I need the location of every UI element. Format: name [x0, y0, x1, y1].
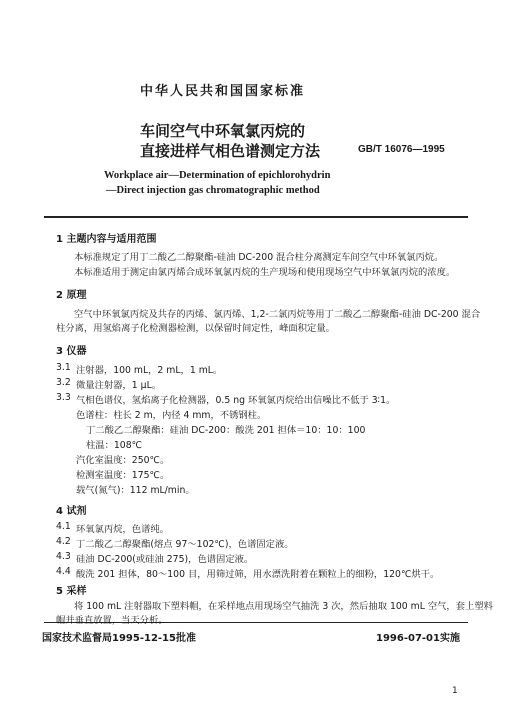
clause-3-3-carrier-gas: 载气(氮气)：112 mL/min。: [76, 485, 195, 496]
clause-3-3-detector-temp: 检测室温度：175℃。: [76, 470, 170, 481]
clause-4-3-text: 硅油 DC-200(或硅油 275)，色谱固定液。: [76, 554, 254, 565]
section-5-title: 5 采样: [56, 586, 87, 597]
clause-4-2-text: 丁二酸乙二醇聚酯(熔点 97～102℃)，色谱固定液。: [76, 539, 294, 550]
clause-3-3-vaporizer-temp: 汽化室温度：250℃。: [76, 455, 170, 466]
section-5-paragraph-line2: 帽并垂直放置，当天分析。: [56, 615, 168, 626]
clause-3-3-column-temp: 柱温：108℃: [86, 440, 143, 451]
page-number: 1: [452, 686, 458, 696]
standard-title: 中华人民共和国国家标准: [140, 84, 306, 99]
section-3-title: 3 仪器: [56, 346, 87, 357]
section-2-title: 2 原理: [56, 290, 87, 301]
english-title-line1: Workplace air—Determination of epichlorohydrin: [104, 170, 331, 181]
clause-3-2-label: 3.2: [56, 377, 71, 388]
clause-4-1-text: 环氧氯丙烷，色谱纯。: [76, 524, 169, 535]
clause-3-1-text: 注射器，100 mL，2 mL，1 mL。: [76, 365, 223, 376]
document-title-line2: 直接进样气相色谱测定方法: [140, 142, 321, 160]
section-1-paragraph-1: 本标准规定了用丁二酸乙二醇聚酯-硅油 DC-200 混合柱分离测定车间空气中环氧氯丙烷。: [74, 252, 444, 263]
clause-3-2-text: 微量注射器，1 μL。: [76, 380, 162, 391]
section-5-paragraph-line1: 将 100 mL 注射器取下塑料帽，在采样地点用现场空气抽洗 3 次，然后抽取 100 mL 空气，套上塑料: [74, 601, 493, 612]
clause-4-1-label: 4.1: [56, 521, 71, 532]
section-1-title: 1 主题内容与适用范围: [56, 234, 157, 245]
clause-3-1-label: 3.1: [56, 362, 71, 373]
clause-3-3-stationary-phase: 丁二酸乙二醇聚酯：硅油 DC-200：酸洗 201 担体＝10：10：100: [86, 425, 366, 436]
section-4-title: 4 试剂: [56, 506, 87, 517]
approval-date: 国家技术监督局1995-12-15批准: [42, 633, 196, 644]
clause-4-3-label: 4.3: [56, 551, 71, 562]
clause-4-4-label: 4.4: [56, 566, 71, 577]
section-2-paragraph-line1: 空气中环氧氯丙烷及共存的丙烯、氯丙烯、1,2-二氯丙烷等用丁二酸乙二醇聚酯-硅油 DC-200 混合: [74, 309, 481, 320]
clause-4-2-label: 4.2: [56, 536, 71, 547]
clause-4-4-text: 酸洗 201 担体，80～100 目，用筛过筛，用水漂洗附着在颗粒上的细粉，120℃烘干。: [76, 569, 440, 580]
standard-code: GB/T 16076—1995: [358, 144, 445, 155]
clause-3-3-text: 气相色谱仪，氢焰离子化检测器，0.5 ng 环氧氯丙烷给出信噪比不低于 3∶1。: [76, 395, 396, 406]
clause-3-3-label: 3.3: [56, 392, 71, 403]
clause-3-3-column: 色谱柱：柱长 2 m，内径 4 mm，不锈钢柱。: [76, 410, 267, 421]
implementation-date: 1996-07-01实施: [376, 633, 460, 644]
header-divider: [44, 216, 468, 218]
document-title-line1: 车间空气中环氧氯丙烷的: [140, 122, 306, 140]
section-1-paragraph-2: 本标准适用于测定由氯丙烯合成环氧氯丙烷的生产现场和使用现场空气中环氧氯丙烷的浓度。: [74, 267, 456, 278]
english-title-line2: —Direct injection gas chromatographic method: [106, 185, 320, 196]
section-2-paragraph-line2: 柱分离，用氢焰离子化检测器检测，以保留时间定性，峰面积定量。: [56, 323, 335, 334]
